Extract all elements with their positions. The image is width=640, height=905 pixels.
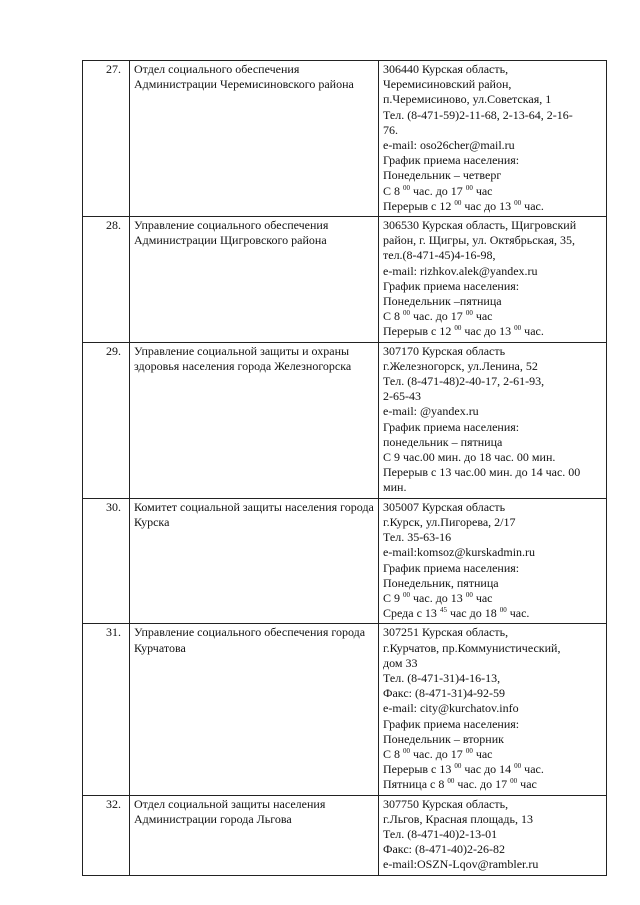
contact-text: час. bbox=[506, 606, 530, 621]
row-number: 27. bbox=[83, 61, 130, 217]
contact-line bbox=[383, 641, 602, 656]
contact-text: час bbox=[472, 183, 493, 198]
contact-text: г.Курск, ул.Пигорева, 2/17 bbox=[383, 514, 516, 529]
contact-text: час. до 17 bbox=[454, 777, 511, 792]
contact-text: тел.(8-471-45)4-16-98, bbox=[383, 248, 496, 263]
contact-text: час до 14 bbox=[461, 762, 515, 777]
contact-line bbox=[383, 762, 602, 777]
contact-text: час bbox=[472, 746, 493, 761]
contact-line bbox=[383, 656, 602, 671]
contact-line bbox=[383, 153, 602, 168]
contact-line bbox=[383, 344, 602, 359]
contact-text: e-mail: rizhkov.alek@yandex.ru bbox=[383, 263, 538, 278]
contact-line bbox=[383, 827, 602, 842]
contact-details bbox=[379, 795, 607, 875]
contact-text: e-mail:OSZN-Lqov@rambler.ru bbox=[383, 857, 539, 872]
contact-line bbox=[383, 625, 602, 640]
contact-line bbox=[383, 732, 602, 747]
contact-text: График приема населения: bbox=[383, 278, 520, 293]
contact-text: час bbox=[472, 590, 493, 605]
contact-text: г.Льгов, Красная площадь, 13 bbox=[383, 811, 533, 826]
contact-text: График приема населения: bbox=[383, 560, 520, 575]
contact-text: Факс: (8-471-40)2-26-82 bbox=[383, 842, 505, 857]
contact-text: Перерыв с 12 bbox=[383, 198, 455, 213]
contact-text: Тел. (8-471-40)2-13-01 bbox=[383, 826, 498, 841]
contact-text: e-mail: @yandex.ru bbox=[383, 404, 479, 419]
contact-text: Тел. (8-471-59)2-11-68, 2-13-64, 2-16- bbox=[383, 107, 573, 122]
time-minutes-superscript: 00 bbox=[465, 183, 473, 192]
contact-line bbox=[383, 138, 602, 153]
time-minutes-superscript: 00 bbox=[465, 590, 473, 599]
contact-text: 306440 Курская область, bbox=[383, 62, 509, 76]
time-minutes-superscript: 00 bbox=[403, 183, 411, 192]
contact-line bbox=[383, 777, 602, 792]
row-number: 28. bbox=[83, 217, 130, 343]
contact-text: час. bbox=[521, 324, 544, 339]
contact-text: час. bbox=[521, 762, 544, 777]
time-minutes-superscript: 00 bbox=[454, 324, 462, 333]
contact-line bbox=[383, 218, 602, 233]
contact-text: Понедельник – четверг bbox=[383, 168, 502, 183]
contact-line bbox=[383, 500, 602, 515]
time-minutes-superscript: 00 bbox=[514, 762, 522, 771]
contact-line bbox=[383, 294, 602, 309]
contact-details bbox=[379, 342, 607, 498]
table-row bbox=[83, 624, 607, 795]
row-number: 32. bbox=[83, 795, 130, 875]
contact-line bbox=[383, 797, 602, 812]
organization-name: Отдел социального обеспечения Администрации Черемисиновского района bbox=[130, 61, 379, 217]
contact-line bbox=[383, 515, 602, 530]
contact-line bbox=[383, 123, 602, 138]
time-minutes-superscript: 00 bbox=[499, 606, 507, 615]
contact-text: понедельник – пятница bbox=[383, 434, 503, 449]
row-number: 29. bbox=[83, 342, 130, 498]
contact-text: График приема населения: bbox=[383, 419, 520, 434]
institutions-table bbox=[82, 60, 607, 876]
contact-text: Тел. (8-471-31)4-16-13, bbox=[383, 670, 501, 685]
contact-text: Тел. (8-471-48)2-40-17, 2-61-93, bbox=[383, 374, 545, 389]
contact-text: час. до 17 bbox=[410, 309, 466, 324]
row-number: 31. bbox=[83, 624, 130, 795]
contact-line bbox=[383, 199, 602, 214]
organization-name: Комитет социальной защиты населения города Курска bbox=[130, 498, 379, 624]
organization-name: Управление социального обеспечения Администрации Щигровского района bbox=[130, 217, 379, 343]
contact-text: 305007 Курская область bbox=[383, 499, 506, 514]
contact-text: Перерыв с 12 bbox=[383, 324, 455, 339]
contact-line bbox=[383, 279, 602, 294]
time-minutes-superscript: 00 bbox=[403, 590, 411, 599]
contact-text: Понедельник –пятница bbox=[383, 294, 502, 309]
contact-line bbox=[383, 77, 602, 92]
table-row bbox=[83, 342, 607, 498]
contact-details bbox=[379, 61, 607, 217]
contact-text: Среда с 13 bbox=[383, 606, 440, 621]
contact-line bbox=[383, 812, 602, 827]
contact-text: Перерыв с 13 час.00 мин. до 14 час. 00 bbox=[383, 465, 581, 480]
contact-text: С 9 bbox=[383, 590, 404, 605]
contact-line bbox=[383, 324, 602, 339]
contact-text: График приема населения: bbox=[383, 153, 520, 168]
table-row bbox=[83, 217, 607, 343]
contact-line bbox=[383, 404, 602, 419]
contact-text: Понедельник, пятница bbox=[383, 575, 499, 590]
contact-line bbox=[383, 591, 602, 606]
contact-text: п.Черемисиново, ул.Советская, 1 bbox=[383, 92, 552, 107]
time-minutes-superscript: 00 bbox=[465, 746, 473, 755]
contact-text: 307750 Курская область, bbox=[383, 796, 509, 811]
contact-text: час. до 17 bbox=[410, 183, 466, 198]
contact-line bbox=[383, 184, 602, 199]
contact-text: час до 13 bbox=[461, 198, 515, 213]
contact-line bbox=[383, 450, 602, 465]
time-minutes-superscript: 00 bbox=[454, 198, 462, 207]
organization-name: Управление социального обеспечения города Курчатова bbox=[130, 624, 379, 795]
contact-text: С 8 bbox=[383, 183, 404, 198]
contact-text: дом 33 bbox=[383, 655, 418, 670]
contact-text: Черемисиновский район, bbox=[383, 77, 512, 92]
contact-line bbox=[383, 92, 602, 107]
contact-line bbox=[383, 359, 602, 374]
contact-text: 2-65-43 bbox=[383, 389, 421, 404]
contact-line bbox=[383, 561, 602, 576]
contact-line bbox=[383, 420, 602, 435]
contact-text: 76. bbox=[383, 122, 398, 137]
contact-line bbox=[383, 717, 602, 732]
time-minutes-superscript: 00 bbox=[403, 746, 411, 755]
contact-line bbox=[383, 857, 602, 872]
row-number: 30. bbox=[83, 498, 130, 624]
contact-text: Перерыв с 13 bbox=[383, 762, 455, 777]
contact-text: 306530 Курская область, Щигровский bbox=[383, 218, 577, 233]
contact-line bbox=[383, 701, 602, 716]
contact-line bbox=[383, 108, 602, 123]
contact-details bbox=[379, 498, 607, 624]
contact-text: С 9 час.00 мин. до 18 час. 00 мин. bbox=[383, 450, 556, 465]
time-minutes-superscript: 00 bbox=[447, 777, 455, 786]
contact-text: час bbox=[472, 309, 493, 324]
table-body bbox=[83, 61, 607, 876]
contact-line bbox=[383, 233, 602, 248]
contact-line bbox=[383, 747, 602, 762]
time-minutes-superscript: 00 bbox=[465, 309, 473, 318]
time-minutes-superscript: 00 bbox=[403, 309, 411, 318]
contact-text: г.Железногорск, ул.Ленина, 52 bbox=[383, 358, 538, 373]
time-minutes-superscript: 00 bbox=[514, 324, 522, 333]
contact-line bbox=[383, 671, 602, 686]
contact-line bbox=[383, 606, 602, 621]
table-row bbox=[83, 795, 607, 875]
contact-line bbox=[383, 545, 602, 560]
contact-line bbox=[383, 62, 602, 77]
contact-text: График приема населения: bbox=[383, 716, 520, 731]
time-minutes-superscript: 45 bbox=[439, 606, 447, 615]
time-minutes-superscript: 00 bbox=[514, 198, 522, 207]
contact-text: e-mail: city@kurchatov.info bbox=[383, 701, 519, 716]
contact-text: С 8 bbox=[383, 309, 404, 324]
table-row bbox=[83, 498, 607, 624]
contact-text: Тел. 35-63-16 bbox=[383, 530, 452, 545]
contact-line bbox=[383, 465, 602, 480]
contact-line bbox=[383, 374, 602, 389]
contact-text: 307170 Курская область bbox=[383, 343, 506, 358]
contact-line bbox=[383, 842, 602, 857]
contact-line bbox=[383, 480, 602, 495]
contact-text: час bbox=[517, 777, 537, 792]
table-row bbox=[83, 61, 607, 217]
contact-line bbox=[383, 530, 602, 545]
contact-text: 307251 Курская область, bbox=[383, 625, 509, 640]
time-minutes-superscript: 00 bbox=[454, 762, 462, 771]
organization-name: Отдел социальной защиты населения Администрации города Льгова bbox=[130, 795, 379, 875]
contact-text: С 8 bbox=[383, 746, 404, 761]
contact-text: час до 18 bbox=[446, 606, 500, 621]
contact-line bbox=[383, 389, 602, 404]
contact-line bbox=[383, 435, 602, 450]
contact-text: район, г. Щигры, ул. Октябрьская, 35, bbox=[383, 233, 576, 248]
contact-text: час до 13 bbox=[461, 324, 515, 339]
contact-text: Понедельник – вторник bbox=[383, 731, 504, 746]
contact-text: г.Курчатов, пр.Коммунистический, bbox=[383, 640, 561, 655]
contact-text: e-mail: oso26cher@mail.ru bbox=[383, 138, 515, 153]
time-minutes-superscript: 00 bbox=[510, 777, 518, 786]
contact-text: час. до 13 bbox=[410, 590, 466, 605]
contact-line bbox=[383, 168, 602, 183]
contact-details bbox=[379, 217, 607, 343]
contact-text: час. до 17 bbox=[410, 746, 466, 761]
contact-line bbox=[383, 686, 602, 701]
contact-text: час. bbox=[521, 198, 544, 213]
contact-text: мин. bbox=[383, 480, 407, 495]
contact-text: Пятница с 8 bbox=[383, 777, 448, 792]
contact-line bbox=[383, 264, 602, 279]
contact-text: e-mail:komsoz@kurskadmin.ru bbox=[383, 545, 536, 560]
contact-text: Факс: (8-471-31)4-92-59 bbox=[383, 686, 505, 701]
contact-line bbox=[383, 248, 602, 263]
contact-line bbox=[383, 309, 602, 324]
organization-name: Управление социальной защиты и охраны здоровья населения города Железногорска bbox=[130, 342, 379, 498]
contact-line bbox=[383, 576, 602, 591]
contact-details bbox=[379, 624, 607, 795]
